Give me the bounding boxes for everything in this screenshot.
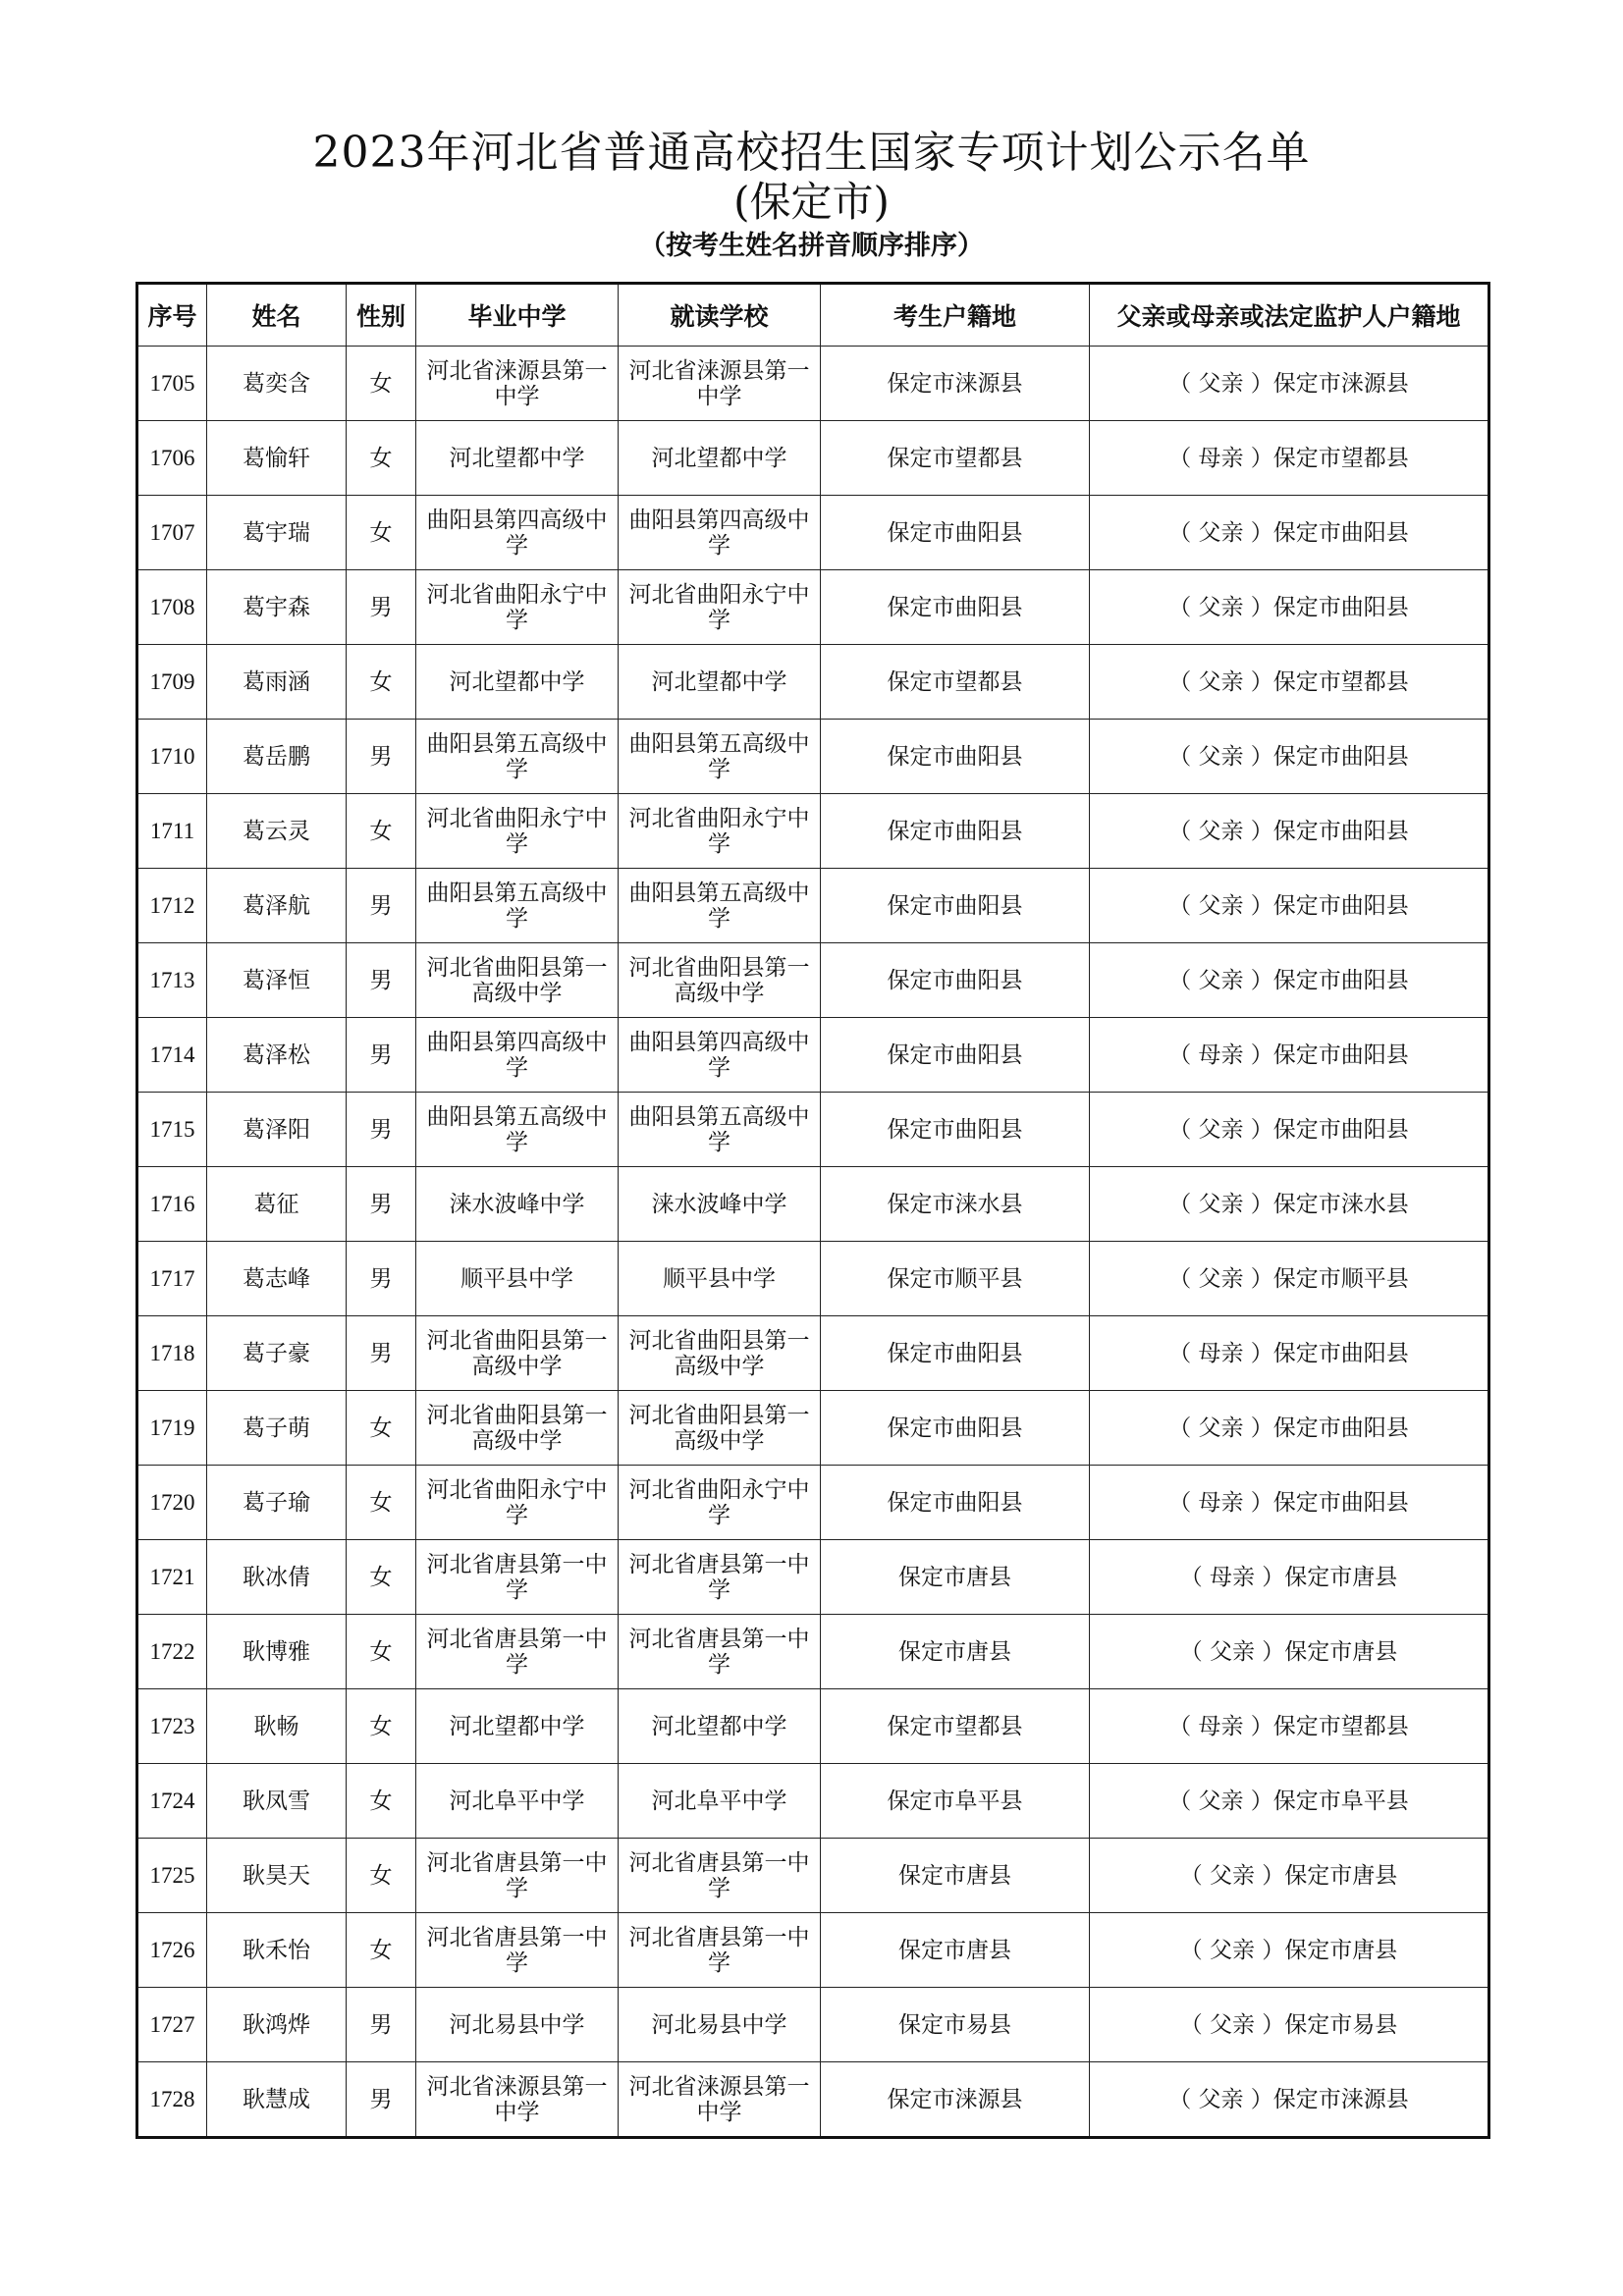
cell-seq: 1717 [137, 1242, 207, 1316]
cell-gender: 女 [347, 1689, 416, 1764]
cell-school: 河北省曲阳永宁中学 [619, 794, 821, 869]
cell-school: 涞水波峰中学 [619, 1167, 821, 1242]
cell-guardian: （ 父亲 ）保定市曲阳县 [1090, 1391, 1489, 1466]
cell-school: 河北省曲阳县第一高级中学 [619, 1391, 821, 1466]
cell-school: 河北易县中学 [619, 1988, 821, 2062]
cell-gender: 男 [347, 943, 416, 1018]
cell-gender: 女 [347, 1540, 416, 1615]
cell-residence: 保定市曲阳县 [821, 943, 1090, 1018]
cell-seq: 1722 [137, 1615, 207, 1689]
cell-grad-school: 河北省唐县第一中学 [416, 1540, 619, 1615]
cell-guardian: （ 父亲 ）保定市唐县 [1090, 1615, 1489, 1689]
table-row [137, 869, 1489, 943]
cell-name: 葛宇瑞 [207, 496, 347, 570]
table-row [137, 2062, 1489, 2138]
cell-school: 河北省曲阳县第一高级中学 [619, 1316, 821, 1391]
table-row [137, 1167, 1489, 1242]
cell-seq: 1719 [137, 1391, 207, 1466]
cell-gender: 女 [347, 645, 416, 720]
cell-name: 葛子萌 [207, 1391, 347, 1466]
table-row [137, 645, 1489, 720]
table-row [137, 1540, 1489, 1615]
cell-name: 葛雨涵 [207, 645, 347, 720]
table-row [137, 1764, 1489, 1839]
cell-gender: 男 [347, 1018, 416, 1093]
page-subtitle: (保定市) [733, 178, 890, 226]
cell-seq: 1723 [137, 1689, 207, 1764]
cell-name: 葛志峰 [207, 1242, 347, 1316]
cell-guardian: （ 父亲 ）保定市曲阳县 [1090, 570, 1489, 645]
cell-grad-school: 河北省涞源县第一中学 [416, 2062, 619, 2138]
cell-school: 河北省涞源县第一中学 [619, 2062, 821, 2138]
cell-grad-school: 河北望都中学 [416, 645, 619, 720]
cell-residence: 保定市曲阳县 [821, 570, 1090, 645]
cell-residence: 保定市曲阳县 [821, 1093, 1090, 1167]
cell-seq: 1725 [137, 1839, 207, 1913]
cell-school: 河北省唐县第一中学 [619, 1540, 821, 1615]
cell-gender: 男 [347, 720, 416, 794]
cell-grad-school: 河北省曲阳县第一高级中学 [416, 1316, 619, 1391]
cell-school: 河北省唐县第一中学 [619, 1839, 821, 1913]
cell-gender: 男 [347, 1316, 416, 1391]
cell-seq: 1709 [137, 645, 207, 720]
cell-guardian: （ 母亲 ）保定市曲阳县 [1090, 1466, 1489, 1540]
cell-name: 葛宇森 [207, 570, 347, 645]
cell-residence: 保定市涞源县 [821, 347, 1090, 421]
cell-seq: 1714 [137, 1018, 207, 1093]
cell-seq: 1721 [137, 1540, 207, 1615]
cell-gender: 男 [347, 1242, 416, 1316]
header-guardian: 父亲或母亲或法定监护人户籍地 [1090, 284, 1489, 347]
cell-gender: 男 [347, 1093, 416, 1167]
table-row [137, 421, 1489, 496]
cell-seq: 1718 [137, 1316, 207, 1391]
table-body [137, 347, 1489, 2138]
cell-name: 葛云灵 [207, 794, 347, 869]
header-name: 姓名 [207, 284, 347, 347]
cell-residence: 保定市曲阳县 [821, 720, 1090, 794]
cell-guardian: （ 母亲 ）保定市曲阳县 [1090, 1018, 1489, 1093]
cell-grad-school: 曲阳县第五高级中学 [416, 1093, 619, 1167]
cell-guardian: （ 父亲 ）保定市涞源县 [1090, 347, 1489, 421]
cell-guardian: （ 母亲 ）保定市唐县 [1090, 1540, 1489, 1615]
cell-residence: 保定市涞源县 [821, 2062, 1090, 2138]
cell-name: 耿禾怡 [207, 1913, 347, 1988]
cell-residence: 保定市唐县 [821, 1615, 1090, 1689]
cell-gender: 女 [347, 1839, 416, 1913]
cell-residence: 保定市望都县 [821, 645, 1090, 720]
cell-seq: 1707 [137, 496, 207, 570]
cell-grad-school: 顺平县中学 [416, 1242, 619, 1316]
cell-gender: 男 [347, 1988, 416, 2062]
cell-seq: 1716 [137, 1167, 207, 1242]
cell-seq: 1706 [137, 421, 207, 496]
cell-guardian: （ 父亲 ）保定市涞源县 [1090, 2062, 1489, 2138]
table-row [137, 1839, 1489, 1913]
cell-grad-school: 河北省唐县第一中学 [416, 1913, 619, 1988]
cell-name: 耿冰倩 [207, 1540, 347, 1615]
roster-table [135, 282, 1490, 2139]
cell-gender: 女 [347, 1615, 416, 1689]
cell-seq: 1728 [137, 2062, 207, 2138]
cell-guardian: （ 母亲 ）保定市望都县 [1090, 421, 1489, 496]
cell-residence: 保定市曲阳县 [821, 496, 1090, 570]
table-header [137, 284, 1489, 347]
table-row [137, 943, 1489, 1018]
table-row [137, 347, 1489, 421]
cell-seq: 1724 [137, 1764, 207, 1839]
cell-school: 曲阳县第四高级中学 [619, 496, 821, 570]
table-row [137, 1913, 1489, 1988]
cell-grad-school: 河北望都中学 [416, 1689, 619, 1764]
cell-school: 河北省涞源县第一中学 [619, 347, 821, 421]
cell-school: 河北省曲阳永宁中学 [619, 570, 821, 645]
cell-school: 河北省曲阳县第一高级中学 [619, 943, 821, 1018]
cell-school: 顺平县中学 [619, 1242, 821, 1316]
table-row [137, 720, 1489, 794]
cell-grad-school: 河北望都中学 [416, 421, 619, 496]
table-row [137, 1093, 1489, 1167]
cell-name: 耿畅 [207, 1689, 347, 1764]
cell-grad-school: 河北省曲阳永宁中学 [416, 570, 619, 645]
cell-name: 葛岳鹏 [207, 720, 347, 794]
cell-name: 葛子瑜 [207, 1466, 347, 1540]
cell-residence: 保定市曲阳县 [821, 1391, 1090, 1466]
page-title: 2023年河北省普通高校招生国家专项计划公示名单 [312, 128, 1311, 178]
cell-grad-school: 河北省涞源县第一中学 [416, 347, 619, 421]
table-row [137, 1018, 1489, 1093]
cell-guardian: （ 父亲 ）保定市唐县 [1090, 1839, 1489, 1913]
cell-seq: 1711 [137, 794, 207, 869]
cell-guardian: （ 父亲 ）保定市易县 [1090, 1988, 1489, 2062]
cell-grad-school: 曲阳县第四高级中学 [416, 1018, 619, 1093]
cell-name: 葛奕含 [207, 347, 347, 421]
cell-name: 葛泽阳 [207, 1093, 347, 1167]
cell-name: 葛泽航 [207, 869, 347, 943]
cell-school: 曲阳县第五高级中学 [619, 1093, 821, 1167]
cell-grad-school: 涞水波峰中学 [416, 1167, 619, 1242]
cell-guardian: （ 父亲 ）保定市唐县 [1090, 1913, 1489, 1988]
cell-seq: 1726 [137, 1913, 207, 1988]
cell-grad-school: 河北阜平中学 [416, 1764, 619, 1839]
cell-grad-school: 河北省曲阳永宁中学 [416, 1466, 619, 1540]
cell-guardian: （ 父亲 ）保定市望都县 [1090, 645, 1489, 720]
cell-grad-school: 曲阳县第五高级中学 [416, 720, 619, 794]
header-grad-school: 毕业中学 [416, 284, 619, 347]
cell-seq: 1708 [137, 570, 207, 645]
cell-name: 葛子豪 [207, 1316, 347, 1391]
table-row [137, 1988, 1489, 2062]
cell-residence: 保定市唐县 [821, 1540, 1090, 1615]
cell-gender: 女 [347, 794, 416, 869]
cell-grad-school: 河北省唐县第一中学 [416, 1839, 619, 1913]
cell-school: 河北省曲阳永宁中学 [619, 1466, 821, 1540]
cell-school: 河北望都中学 [619, 421, 821, 496]
cell-guardian: （ 父亲 ）保定市曲阳县 [1090, 869, 1489, 943]
table-row [137, 1391, 1489, 1466]
cell-residence: 保定市曲阳县 [821, 1466, 1090, 1540]
cell-grad-school: 河北省曲阳县第一高级中学 [416, 1391, 619, 1466]
cell-name: 耿博雅 [207, 1615, 347, 1689]
cell-guardian: （ 父亲 ）保定市阜平县 [1090, 1764, 1489, 1839]
cell-guardian: （ 父亲 ）保定市曲阳县 [1090, 794, 1489, 869]
cell-school: 河北省唐县第一中学 [619, 1615, 821, 1689]
sort-note: （按考生姓名拼音顺序排序） [639, 231, 984, 261]
cell-name: 耿慧成 [207, 2062, 347, 2138]
table-row [137, 570, 1489, 645]
cell-residence: 保定市曲阳县 [821, 1018, 1090, 1093]
cell-grad-school: 河北省曲阳永宁中学 [416, 794, 619, 869]
cell-residence: 保定市唐县 [821, 1839, 1090, 1913]
cell-residence: 保定市曲阳县 [821, 1316, 1090, 1391]
cell-seq: 1715 [137, 1093, 207, 1167]
cell-residence: 保定市易县 [821, 1988, 1090, 2062]
cell-gender: 女 [347, 496, 416, 570]
cell-grad-school: 河北省曲阳县第一高级中学 [416, 943, 619, 1018]
cell-guardian: （ 母亲 ）保定市曲阳县 [1090, 1316, 1489, 1391]
cell-gender: 男 [347, 2062, 416, 2138]
cell-residence: 保定市曲阳县 [821, 869, 1090, 943]
header-seq: 序号 [137, 284, 207, 347]
table-row [137, 1316, 1489, 1391]
cell-residence: 保定市顺平县 [821, 1242, 1090, 1316]
cell-grad-school: 河北易县中学 [416, 1988, 619, 2062]
cell-seq: 1712 [137, 869, 207, 943]
cell-gender: 女 [347, 421, 416, 496]
cell-name: 葛泽松 [207, 1018, 347, 1093]
cell-residence: 保定市唐县 [821, 1913, 1090, 1988]
cell-gender: 男 [347, 570, 416, 645]
cell-residence: 保定市望都县 [821, 1689, 1090, 1764]
cell-grad-school: 曲阳县第五高级中学 [416, 869, 619, 943]
table-row [137, 496, 1489, 570]
cell-seq: 1713 [137, 943, 207, 1018]
cell-gender: 男 [347, 869, 416, 943]
cell-name: 耿鸿烨 [207, 1988, 347, 2062]
cell-gender: 女 [347, 1466, 416, 1540]
cell-guardian: （ 父亲 ）保定市曲阳县 [1090, 720, 1489, 794]
header-row [137, 284, 1489, 347]
cell-name: 葛征 [207, 1167, 347, 1242]
cell-name: 葛愉轩 [207, 421, 347, 496]
cell-seq: 1720 [137, 1466, 207, 1540]
cell-gender: 男 [347, 1167, 416, 1242]
table-row [137, 1242, 1489, 1316]
cell-guardian: （ 父亲 ）保定市曲阳县 [1090, 1093, 1489, 1167]
cell-school: 曲阳县第五高级中学 [619, 869, 821, 943]
cell-guardian: （ 母亲 ）保定市望都县 [1090, 1689, 1489, 1764]
cell-name: 耿昊天 [207, 1839, 347, 1913]
cell-gender: 女 [347, 1913, 416, 1988]
cell-guardian: （ 父亲 ）保定市曲阳县 [1090, 496, 1489, 570]
header-gender: 性别 [347, 284, 416, 347]
cell-school: 河北望都中学 [619, 1689, 821, 1764]
cell-seq: 1727 [137, 1988, 207, 2062]
cell-residence: 保定市曲阳县 [821, 794, 1090, 869]
cell-guardian: （ 父亲 ）保定市曲阳县 [1090, 943, 1489, 1018]
header-school: 就读学校 [619, 284, 821, 347]
cell-seq: 1705 [137, 347, 207, 421]
cell-school: 河北阜平中学 [619, 1764, 821, 1839]
cell-grad-school: 河北省唐县第一中学 [416, 1615, 619, 1689]
header-residence: 考生户籍地 [821, 284, 1090, 347]
cell-school: 曲阳县第四高级中学 [619, 1018, 821, 1093]
cell-residence: 保定市望都县 [821, 421, 1090, 496]
cell-guardian: （ 父亲 ）保定市顺平县 [1090, 1242, 1489, 1316]
cell-name: 耿凤雪 [207, 1764, 347, 1839]
cell-school: 曲阳县第五高级中学 [619, 720, 821, 794]
table-row [137, 1615, 1489, 1689]
cell-residence: 保定市涞水县 [821, 1167, 1090, 1242]
cell-grad-school: 曲阳县第四高级中学 [416, 496, 619, 570]
cell-name: 葛泽恒 [207, 943, 347, 1018]
cell-gender: 女 [347, 1764, 416, 1839]
cell-school: 河北省唐县第一中学 [619, 1913, 821, 1988]
cell-gender: 女 [347, 1391, 416, 1466]
cell-residence: 保定市阜平县 [821, 1764, 1090, 1839]
cell-guardian: （ 父亲 ）保定市涞水县 [1090, 1167, 1489, 1242]
cell-seq: 1710 [137, 720, 207, 794]
table-row [137, 794, 1489, 869]
table-row [137, 1466, 1489, 1540]
cell-school: 河北望都中学 [619, 645, 821, 720]
cell-gender: 女 [347, 347, 416, 421]
table-row [137, 1689, 1489, 1764]
